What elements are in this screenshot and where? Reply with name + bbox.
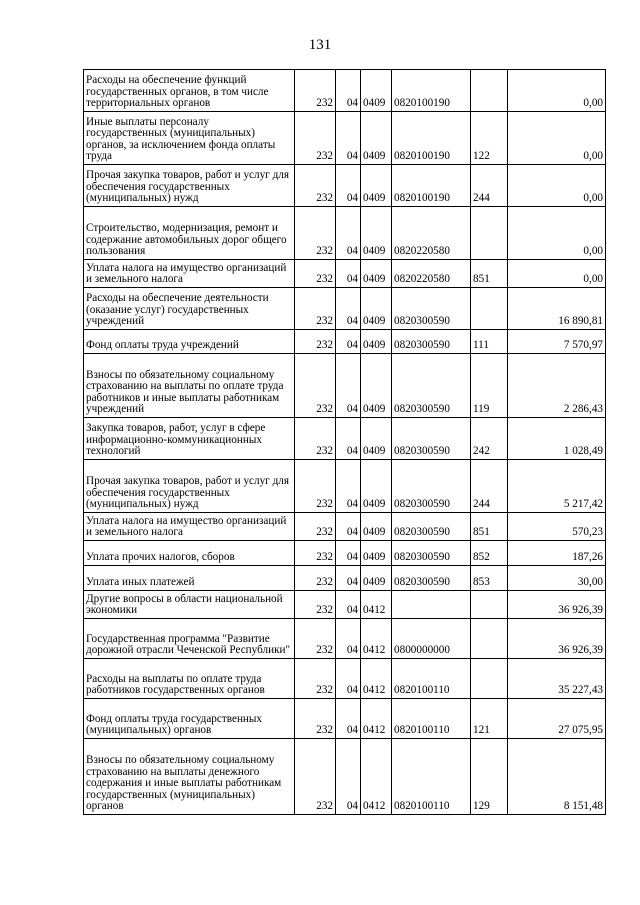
amount-cell: 570,23 (508, 513, 606, 541)
amount-cell: 5 217,42 (508, 460, 606, 513)
item-name-cell: Уплата иных платежей (84, 566, 295, 591)
amount-cell: 0,00 (508, 70, 606, 112)
page-number: 131 (308, 37, 332, 53)
item-name-cell: Расходы на обеспечение функций государственных органов, в том числе территориальных органов (84, 70, 295, 112)
section-code-cell: 04 (336, 330, 361, 354)
ved-code-cell: 232 (295, 288, 336, 330)
target-article-cell (392, 591, 471, 619)
subsection-code-cell: 0409 (361, 165, 392, 207)
ved-code-cell: 232 (295, 165, 336, 207)
item-name-cell: Прочая закупка товаров, работ и услуг для обеспечения государственных (муниципальных) нужд (84, 460, 295, 513)
amount-cell: 30,00 (508, 566, 606, 591)
target-article-cell: 0820100110 (392, 659, 471, 699)
target-article-cell: 0820100190 (392, 112, 471, 165)
expense-type-cell (471, 207, 508, 260)
table-row (84, 541, 606, 566)
expense-type-cell (471, 659, 508, 699)
table-row (84, 288, 606, 330)
table-row (84, 460, 606, 513)
target-article-cell: 0820300590 (392, 513, 471, 541)
subsection-code-cell: 0409 (361, 541, 392, 566)
item-name-cell: Другие вопросы в области национальной экономики (84, 591, 295, 619)
ved-code-cell: 232 (295, 566, 336, 591)
table-row (84, 513, 606, 541)
subsection-code-cell: 0409 (361, 288, 392, 330)
table-row (84, 112, 606, 165)
ved-code-cell: 232 (295, 659, 336, 699)
table-row (84, 207, 606, 260)
table-row (84, 566, 606, 591)
amount-cell: 0,00 (508, 207, 606, 260)
expense-type-cell (471, 619, 508, 659)
amount-cell: 7 570,97 (508, 330, 606, 354)
item-name-cell: Иные выплаты персоналу государственных (муниципальных) органов, за исключением фонда оплаты труда (84, 112, 295, 165)
section-code-cell: 04 (336, 418, 361, 460)
target-article-cell: 0800000000 (392, 619, 471, 659)
item-name-cell: Взносы по обязательному социальному страхованию на выплаты денежного содержания и иные выплаты работникам государственных (муниципальных) органов (84, 739, 295, 815)
target-article-cell: 0820300590 (392, 418, 471, 460)
subsection-code-cell: 0412 (361, 699, 392, 739)
amount-cell: 2 286,43 (508, 354, 606, 418)
item-name-cell: Строительство, модернизация, ремонт и содержание автомобильных дорог общего пользования (84, 207, 295, 260)
item-name-cell: Расходы на выплаты по оплате труда работников государственных органов (84, 659, 295, 699)
section-code-cell: 04 (336, 354, 361, 418)
target-article-cell: 0820100190 (392, 165, 471, 207)
ved-code-cell: 232 (295, 330, 336, 354)
section-code-cell: 04 (336, 260, 361, 288)
item-name-cell: Прочая закупка товаров, работ и услуг для обеспечения государственных (муниципальных) нужд (84, 165, 295, 207)
target-article-cell: 0820300590 (392, 541, 471, 566)
target-article-cell: 0820300590 (392, 566, 471, 591)
expense-type-cell: 119 (471, 354, 508, 418)
subsection-code-cell: 0412 (361, 739, 392, 815)
item-name-cell: Расходы на обеспечение деятельности (оказание услуг) государственных учреждений (84, 288, 295, 330)
table-row (84, 165, 606, 207)
ved-code-cell: 232 (295, 460, 336, 513)
subsection-code-cell: 0409 (361, 566, 392, 591)
section-code-cell: 04 (336, 70, 361, 112)
amount-cell: 1 028,49 (508, 418, 606, 460)
ved-code-cell: 232 (295, 513, 336, 541)
target-article-cell: 0820300590 (392, 354, 471, 418)
target-article-cell: 0820100190 (392, 70, 471, 112)
expense-type-cell: 111 (471, 330, 508, 354)
table-row (84, 659, 606, 699)
item-name-cell: Фонд оплаты труда учреждений (84, 330, 295, 354)
expense-type-cell: 853 (471, 566, 508, 591)
section-code-cell: 04 (336, 165, 361, 207)
expense-type-cell: 129 (471, 739, 508, 815)
amount-cell: 187,26 (508, 541, 606, 566)
expense-type-cell (471, 70, 508, 112)
budget-table-body (84, 70, 606, 815)
ved-code-cell: 232 (295, 260, 336, 288)
section-code-cell: 04 (336, 566, 361, 591)
amount-cell: 8 151,48 (508, 739, 606, 815)
target-article-cell: 0820100110 (392, 739, 471, 815)
section-code-cell: 04 (336, 591, 361, 619)
amount-cell: 36 926,39 (508, 619, 606, 659)
target-article-cell: 0820300590 (392, 288, 471, 330)
subsection-code-cell: 0409 (361, 354, 392, 418)
expense-type-cell: 244 (471, 165, 508, 207)
table-row (84, 739, 606, 815)
item-name-cell: Уплата налога на имущество организаций и земельного налога (84, 513, 295, 541)
subsection-code-cell: 0409 (361, 460, 392, 513)
expense-type-cell (471, 288, 508, 330)
target-article-cell: 0820220580 (392, 207, 471, 260)
item-name-cell: Государственная программа "Развитие дорожной отрасли Чеченской Республики" (84, 619, 295, 659)
table-row (84, 330, 606, 354)
section-code-cell: 04 (336, 541, 361, 566)
amount-cell: 0,00 (508, 112, 606, 165)
expense-type-cell: 121 (471, 699, 508, 739)
subsection-code-cell: 0409 (361, 207, 392, 260)
amount-cell: 0,00 (508, 260, 606, 288)
table-row (84, 260, 606, 288)
table-row (84, 619, 606, 659)
subsection-code-cell: 0409 (361, 70, 392, 112)
table-row (84, 699, 606, 739)
ved-code-cell: 232 (295, 699, 336, 739)
item-name-cell: Уплата налога на имущество организаций и земельного налога (84, 260, 295, 288)
table-row (84, 70, 606, 112)
ved-code-cell: 232 (295, 541, 336, 566)
item-name-cell: Фонд оплаты труда государственных (муниципальных) органов (84, 699, 295, 739)
ved-code-cell: 232 (295, 112, 336, 165)
item-name-cell: Уплата прочих налогов, сборов (84, 541, 295, 566)
target-article-cell: 0820300590 (392, 330, 471, 354)
section-code-cell: 04 (336, 739, 361, 815)
amount-cell: 0,00 (508, 165, 606, 207)
subsection-code-cell: 0409 (361, 418, 392, 460)
table-row (84, 591, 606, 619)
subsection-code-cell: 0412 (361, 591, 392, 619)
expense-type-cell: 852 (471, 541, 508, 566)
subsection-code-cell: 0409 (361, 513, 392, 541)
section-code-cell: 04 (336, 513, 361, 541)
budget-table (83, 69, 606, 815)
subsection-code-cell: 0409 (361, 260, 392, 288)
subsection-code-cell: 0412 (361, 659, 392, 699)
table-row (84, 354, 606, 418)
section-code-cell: 04 (336, 112, 361, 165)
ved-code-cell: 232 (295, 591, 336, 619)
expense-type-cell: 851 (471, 260, 508, 288)
ved-code-cell: 232 (295, 207, 336, 260)
amount-cell: 16 890,81 (508, 288, 606, 330)
section-code-cell: 04 (336, 460, 361, 513)
section-code-cell: 04 (336, 659, 361, 699)
ved-code-cell: 232 (295, 418, 336, 460)
subsection-code-cell: 0412 (361, 619, 392, 659)
table-row (84, 418, 606, 460)
target-article-cell: 0820100110 (392, 699, 471, 739)
expense-type-cell: 242 (471, 418, 508, 460)
subsection-code-cell: 0409 (361, 330, 392, 354)
section-code-cell: 04 (336, 699, 361, 739)
amount-cell: 35 227,43 (508, 659, 606, 699)
ved-code-cell: 232 (295, 619, 336, 659)
target-article-cell: 0820220580 (392, 260, 471, 288)
ved-code-cell: 232 (295, 739, 336, 815)
amount-cell: 36 926,39 (508, 591, 606, 619)
expense-type-cell: 122 (471, 112, 508, 165)
ved-code-cell: 232 (295, 354, 336, 418)
section-code-cell: 04 (336, 207, 361, 260)
section-code-cell: 04 (336, 288, 361, 330)
subsection-code-cell: 0409 (361, 112, 392, 165)
section-code-cell: 04 (336, 619, 361, 659)
amount-cell: 27 075,95 (508, 699, 606, 739)
expense-type-cell: 244 (471, 460, 508, 513)
item-name-cell: Взносы по обязательному социальному страхованию на выплаты по оплате труда работников и иные выплаты работникам учреждений (84, 354, 295, 418)
expense-type-cell: 851 (471, 513, 508, 541)
target-article-cell: 0820300590 (392, 460, 471, 513)
ved-code-cell: 232 (295, 70, 336, 112)
item-name-cell: Закупка товаров, работ, услуг в сфере информационно-коммуникационных технологий (84, 418, 295, 460)
expense-type-cell (471, 591, 508, 619)
